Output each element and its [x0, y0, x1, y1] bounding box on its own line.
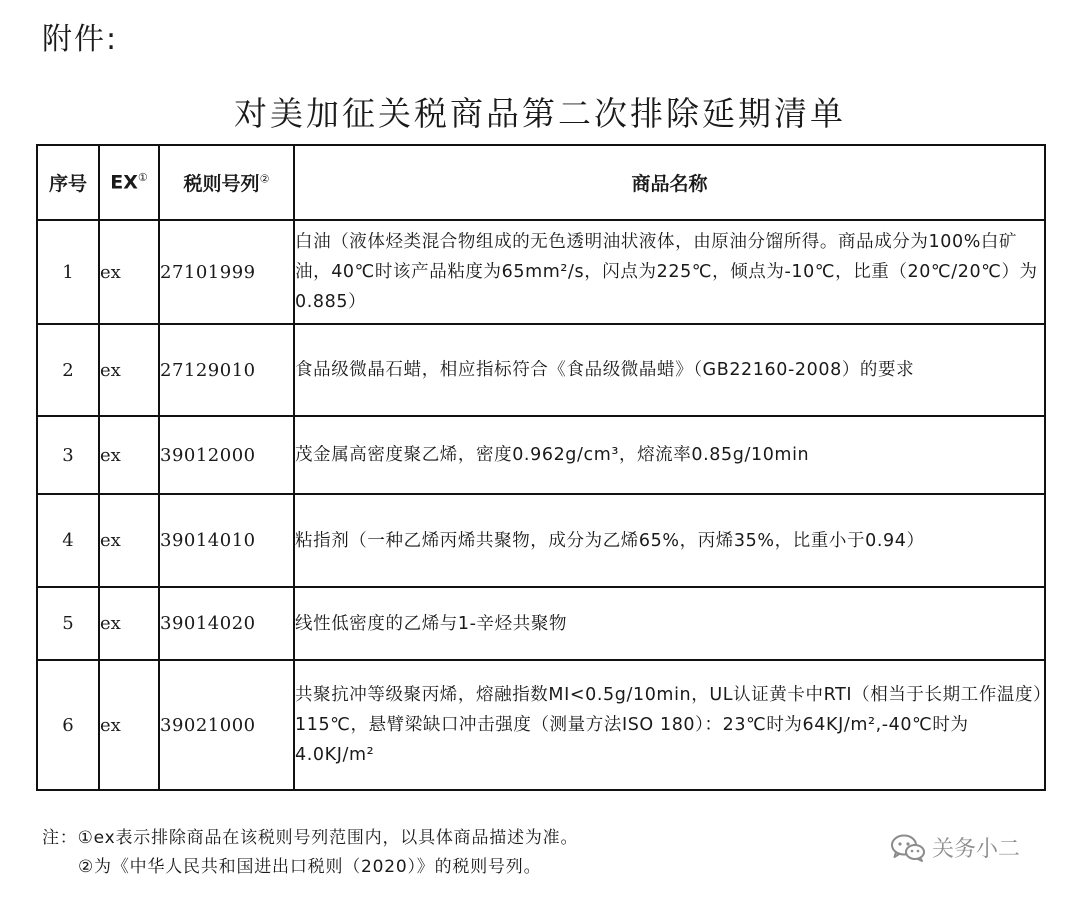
table-row [37, 587, 1045, 660]
row-seq: 6 [37, 660, 99, 790]
footnotes [42, 824, 578, 882]
table-row [37, 324, 1045, 416]
header-code [159, 145, 294, 220]
row-name: 食品级微晶石蜡，相应指标符合《食品级微晶蜡》（GB22160-2008）的要求 [294, 324, 1045, 416]
header-name-label: 商品名称 [631, 173, 708, 195]
row-seq: 2 [37, 324, 99, 416]
footnote-line-2 [42, 853, 578, 882]
header-ex-footnote-mark: ① [137, 171, 148, 185]
header-name [294, 145, 1045, 220]
row-ex: ex [99, 220, 159, 324]
header-seq [37, 145, 99, 220]
header-code-label: 税则号列 [183, 173, 260, 195]
footnote-prefix: 注： [42, 828, 78, 848]
row-code: 39014020 [159, 587, 294, 660]
attachment-label: 附件: [42, 22, 119, 57]
document-title: 对美加征关税商品第二次排除延期清单 [234, 94, 846, 133]
table-header-row [37, 145, 1045, 220]
row-ex: ex [99, 660, 159, 790]
row-code: 27101999 [159, 220, 294, 324]
row-name: 线性低密度的乙烯与1-辛烃共聚物 [294, 587, 1045, 660]
table-row [37, 494, 1045, 587]
header-seq-label: 序号 [48, 173, 87, 195]
header-ex [99, 145, 159, 220]
exclusion-list-table [36, 144, 1046, 791]
row-name: 粘指剂（一种乙烯丙烯共聚物，成分为乙烯65%，丙烯35%，比重小于0.94） [294, 494, 1045, 587]
row-ex: ex [99, 587, 159, 660]
row-name: 白油（液体烃类混合物组成的无色透明油状液体，由原油分馏所得。商品成分为100%白矿油，40℃时该产品粘度为65mm²/s，闪点为225℃，倾点为-10℃，比重（20℃/20℃）为0.885） [294, 220, 1045, 324]
row-seq: 1 [37, 220, 99, 324]
row-seq: 4 [37, 494, 99, 587]
row-name: 共聚抗冲等级聚丙烯，熔融指数MI<0.5g/10min，UL认证黄卡中RTI（相当于长期工作温度）115℃，悬臂梁缺口冲击强度（测量方法ISO 180）：23℃时为64KJ/m²,-40℃时为4.0KJ/m² [294, 660, 1045, 790]
row-seq: 3 [37, 416, 99, 494]
table-row [37, 416, 1045, 494]
table-row [37, 660, 1045, 790]
table-row [37, 220, 1045, 324]
footnote-text-1: ①ex表示排除商品在该税则号列范围内，以具体商品描述为准。 [77, 828, 579, 848]
row-ex: ex [99, 324, 159, 416]
wechat-icon [890, 833, 926, 863]
row-ex: ex [99, 416, 159, 494]
watermark [890, 832, 1020, 863]
row-name: 茂金属高密度聚乙烯，密度0.962g/cm³，熔流率0.85g/10min [294, 416, 1045, 494]
row-code: 27129010 [159, 324, 294, 416]
row-code: 39021000 [159, 660, 294, 790]
header-ex-label: EX [110, 171, 138, 194]
footnote-text-2: ②为《中华人民共和国进出口税则（2020）》的税则号列。 [78, 857, 542, 877]
header-code-footnote-mark: ② [259, 172, 270, 186]
row-seq: 5 [37, 587, 99, 660]
row-code: 39012000 [159, 416, 294, 494]
row-code: 39014010 [159, 494, 294, 587]
row-ex: ex [99, 494, 159, 587]
watermark-text: 关务小二 [932, 837, 1021, 862]
footnote-line-1 [42, 824, 578, 853]
